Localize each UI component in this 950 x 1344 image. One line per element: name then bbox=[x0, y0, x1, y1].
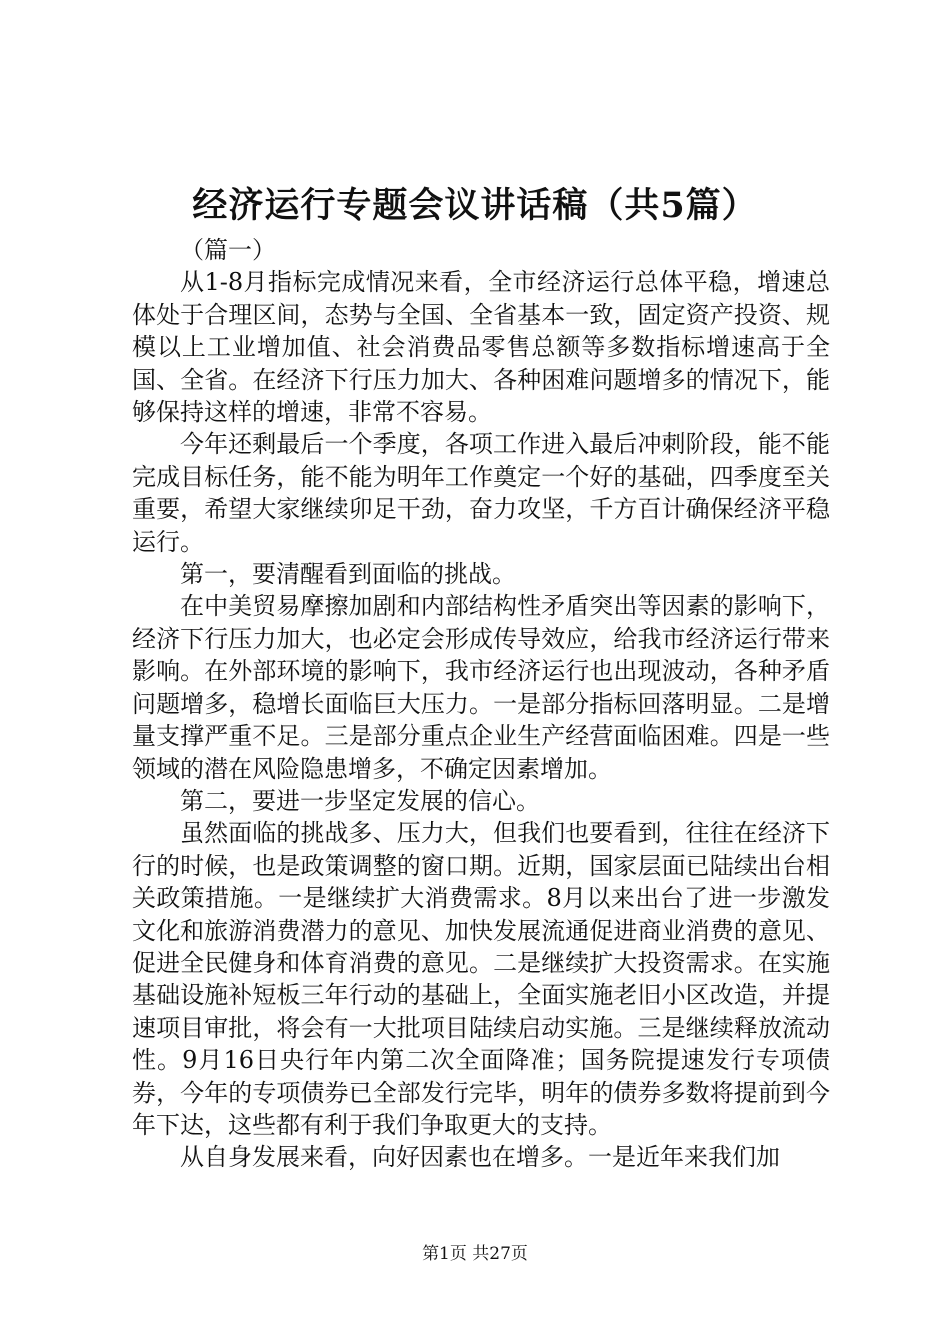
paragraph-section-label: （篇一） bbox=[180, 236, 276, 264]
paragraph-heading: 第二，要进一步坚定发展的信心。 bbox=[180, 786, 540, 815]
paragraph: 在中美贸易摩擦加剧和内部结构性矛盾突出等因素的影响下，经济下行压力加大，也必定会形成传导效应，给我市经济运行带来影响。在外部环境的影响下，我市经济运行也出现波动，各种矛盾问题增多，稳增长面临巨大压力。一是部分指标回落明显。二是增量支撑严重不足。三是部分重点企业生产经营面临困难。四是一些领域的潜在风险隐患增多，不确定因素增加。 bbox=[132, 592, 830, 783]
paragraph-heading: 第一，要清醒看到面临的挑战。 bbox=[180, 560, 516, 589]
paragraph: 虽然面临的挑战多、压力大，但我们也要看到，往往在经济下行的时候，也是政策调整的窗口期。近期，国家层面已陆续出台相关政策措施。一是继续扩大消费需求。8月以来出台了进一步激发文化和旅游消费潜力的意见、加快发展流通促进商业消费的意见、促进全民健身和体育消费的意见。二是继续扩大投资需求。在实施基础设施补短板三年行动的基础上，全面实施老旧小区改造，并提速项目审批，将会有一大批项目陆续启动实施。三是继续释放流动性。9月16日央行年内第二次全面降准；国务院提速发行专项债券，今年的专项债券已全部发行完毕，明年的债券多数将提前到今年下达，这些都有利于我们争取更大的支持。 bbox=[132, 819, 830, 1139]
paragraph: 从自身发展来看，向好因素也在增多。一是近年来我们加 bbox=[180, 1143, 780, 1172]
document-body bbox=[132, 234, 830, 1174]
document-title: 经济运行专题会议讲话稿（共5篇） bbox=[192, 185, 758, 226]
page-number-footer: 第1页 共27页 bbox=[422, 1244, 528, 1264]
paragraph: 从1-8月指标完成情况来看，全市经济运行总体平稳，增速总体处于合理区间，态势与全国、全省基本一致，固定资产投资、规模以上工业增加值、社会消费品零售总额等多数指标增速高于全国、全省。在经济下行压力加大、各种困难问题增多的情况下，能够保持这样的增速，非常不容易。 bbox=[132, 268, 830, 427]
paragraph: 今年还剩最后一个季度，各项工作进入最后冲刺阶段，能不能完成目标任务，能不能为明年工作奠定一个好的基础，四季度至关重要，希望大家继续卯足干劲，奋力攻坚，千方百计确保经济平稳运行。 bbox=[132, 430, 830, 556]
